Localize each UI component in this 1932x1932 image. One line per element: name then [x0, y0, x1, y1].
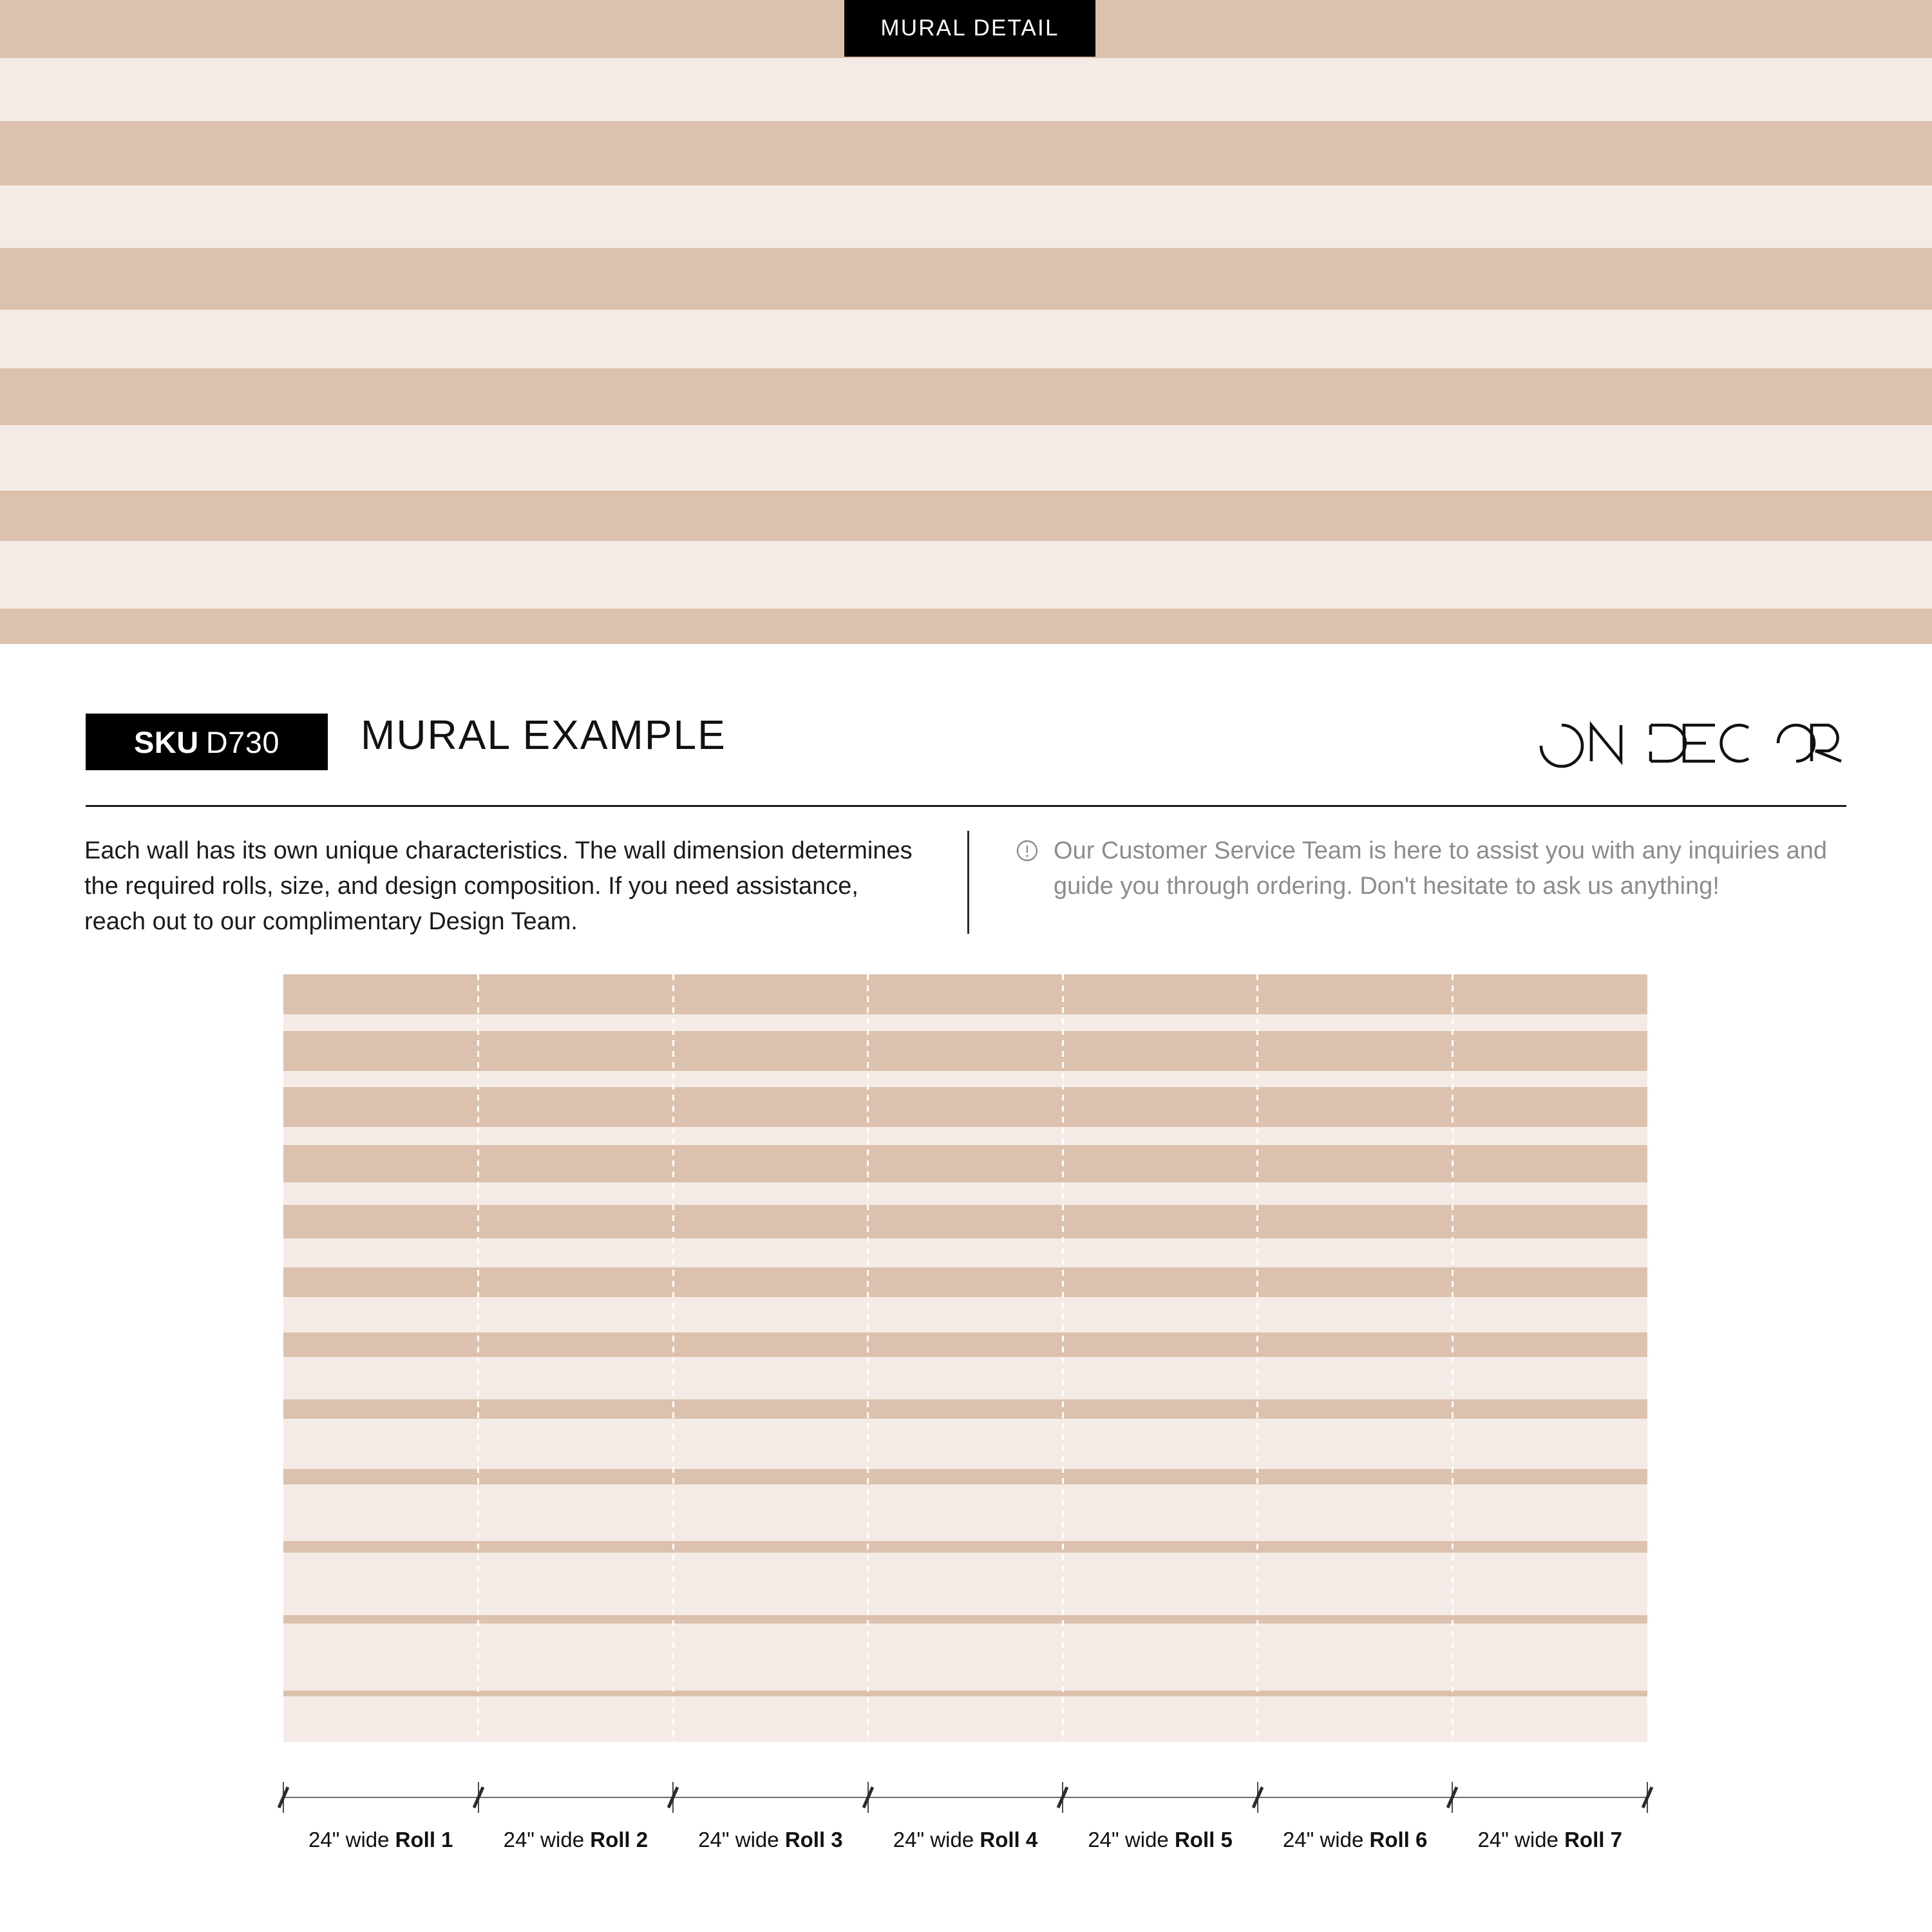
- column-divider: [967, 831, 969, 934]
- roll-number-text: Roll 6: [1369, 1828, 1428, 1852]
- dimension-tick-2: [666, 1781, 680, 1814]
- roll-width-text: 24" wide: [1088, 1828, 1175, 1852]
- mural-stripe-5: [283, 1205, 1647, 1238]
- page-title: MURAL EXAMPLE: [361, 712, 726, 758]
- mural-stripe-7: [283, 1332, 1647, 1357]
- mural-stripe-11: [283, 1615, 1647, 1624]
- banner-stripe-6: [0, 609, 1932, 644]
- roll-label-4: [868, 1828, 1063, 1852]
- mural-stripe-12: [283, 1690, 1647, 1696]
- roll-number-text: Roll 7: [1564, 1828, 1622, 1852]
- roll-seam-3: [867, 974, 869, 1742]
- roll-number-text: Roll 2: [590, 1828, 649, 1852]
- roll-number-text: Roll 1: [395, 1828, 453, 1852]
- banner-stripe-4: [0, 368, 1932, 425]
- roll-number-text: Roll 5: [1174, 1828, 1233, 1852]
- roll-seam-4: [1062, 974, 1064, 1742]
- dimension-tick-1: [471, 1781, 486, 1814]
- roll-width-text: 24" wide: [1282, 1828, 1370, 1852]
- roll-number-text: Roll 4: [980, 1828, 1038, 1852]
- roll-label-1: [283, 1828, 478, 1852]
- dimension-tick-7: [1640, 1781, 1654, 1814]
- mural-stripe-2: [283, 1031, 1647, 1071]
- roll-seam-1: [477, 974, 479, 1742]
- width-dimension-line: [283, 1797, 1649, 1798]
- mural-preview-panel: [283, 974, 1647, 1742]
- banner-stripe-3: [0, 248, 1932, 310]
- dimension-tick-6: [1445, 1781, 1459, 1814]
- mural-detail-badge-label: MURAL DETAIL: [880, 15, 1059, 41]
- customer-service-note: [1016, 833, 1846, 904]
- banner-stripe-5: [0, 491, 1932, 541]
- dimension-tick-5: [1251, 1781, 1265, 1814]
- mural-stripe-3: [283, 1087, 1647, 1127]
- roll-seam-5: [1256, 974, 1258, 1742]
- mural-detail-badge: [844, 0, 1095, 57]
- roll-number-text: Roll 3: [784, 1828, 843, 1852]
- mural-stripe-4: [283, 1145, 1647, 1182]
- mural-detail-banner: [0, 0, 1932, 644]
- mural-stripe-8: [283, 1399, 1647, 1419]
- mural-stripe-10: [283, 1541, 1647, 1553]
- roll-width-text: 24" wide: [1477, 1828, 1565, 1852]
- roll-label-3: [673, 1828, 868, 1852]
- roll-width-text: 24" wide: [503, 1828, 591, 1852]
- mural-stripe-9: [283, 1469, 1647, 1484]
- roll-label-6: [1258, 1828, 1453, 1852]
- roll-width-text: 24" wide: [308, 1828, 395, 1852]
- roll-label-7: [1452, 1828, 1647, 1852]
- roll-label-5: [1063, 1828, 1258, 1852]
- roll-seam-2: [672, 974, 674, 1742]
- roll-label-2: [478, 1828, 674, 1852]
- dimension-tick-3: [861, 1781, 875, 1814]
- dimension-tick-4: [1056, 1781, 1070, 1814]
- sku-label: SKU: [133, 724, 199, 759]
- header-divider: [86, 805, 1846, 807]
- roll-width-text: 24" wide: [698, 1828, 785, 1852]
- sku-badge: [86, 714, 328, 770]
- ondecor-logo: [1524, 714, 1846, 773]
- roll-seam-6: [1452, 974, 1454, 1742]
- roll-width-text: 24" wide: [893, 1828, 980, 1852]
- sku-code: D730: [205, 724, 280, 759]
- mural-stripe-1: [283, 974, 1647, 1014]
- roll-label-group: [283, 1828, 1647, 1866]
- dimension-tick-0: [276, 1781, 290, 1814]
- wall-info-paragraph: Each wall has its own unique characteristics. The wall dimension determines the required rolls, size, and design composition. If you need assistance, reach out to our complimentary Design Team.: [84, 837, 913, 936]
- banner-stripe-2: [0, 121, 1932, 185]
- customer-service-text: Our Customer Service Team is here to assist you with any inquiries and guide you through ordering. Don't hesitate to ask us anything!: [1054, 837, 1828, 900]
- mural-stripe-6: [283, 1267, 1647, 1297]
